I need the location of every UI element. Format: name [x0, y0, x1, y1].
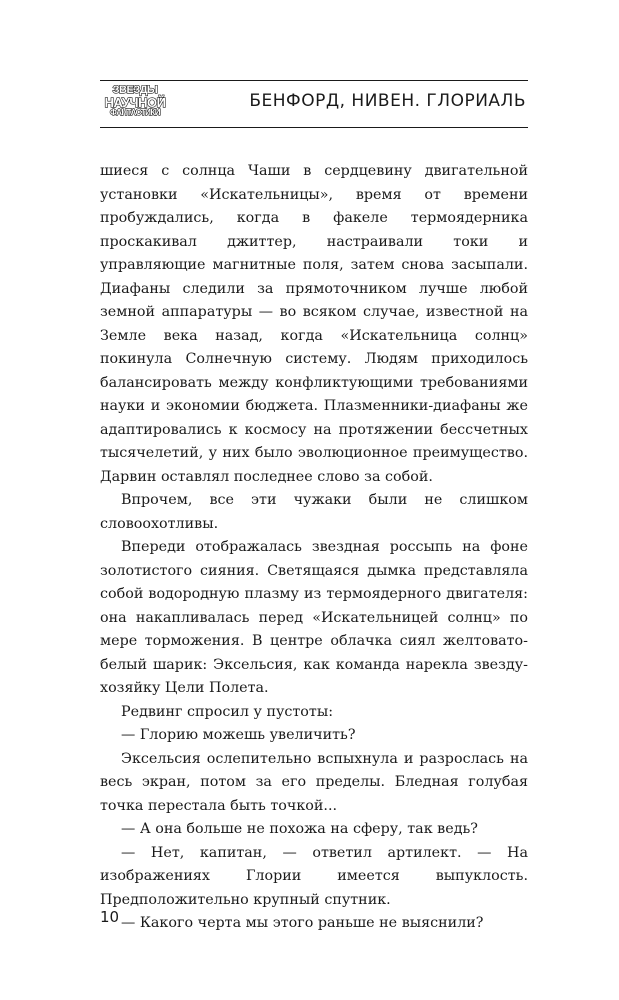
- paragraph: Впереди отображалась звездная россыпь на фоне золотистого сияния. Светящаяся дымка представляла собой водородную плазму из термоядерного двигателя: она накапливалась перед «Искательницей солнц» по мере торможения. В центре облачка сиял желтовато-белый шарик: Эксельсия, как команда нарекла звезду-хозяйку Цели Полета.: [100, 539, 528, 696]
- dialogue-line: — А она больше не похожа на сферу, так ведь?: [121, 821, 478, 837]
- body-text: [100, 160, 528, 936]
- series-logo-line-2: НАУЧНОЙ: [104, 95, 166, 110]
- series-logo-line-3: ФАНТАСТИКИ: [110, 108, 160, 117]
- paragraph: Эксельсия ослепительно вспыхнула и разрослась на весь экран, потом за его пределы. Бледная голубая точка перестала быть точкой...: [100, 750, 528, 814]
- dialogue-line: — Какого черта мы этого раньше не выяснили?: [121, 915, 484, 931]
- paragraph: Впрочем, все эти чужаки были не слишком словоохотливы.: [100, 492, 528, 532]
- running-head-title: БЕНФОРД, НИВЕН. ГЛОРИАЛЬ: [249, 91, 526, 111]
- series-logo: [102, 85, 168, 123]
- series-logo-line-1: ЗВЕЗДЫ: [112, 85, 158, 96]
- running-header: [100, 80, 528, 128]
- dialogue-line: — Глорию можешь увеличить?: [121, 727, 356, 743]
- page-number: 10: [100, 908, 120, 926]
- paragraph: шиеся с солнца Чаши в сердцевину двигательной установки «Искательницы», время от времени пробуждались, когда в факеле термоядерника проскакивал джиттер, настраивали токи и управляющие магнитные поля, затем снова засыпали. Диафаны следили за прямоточником лучше любой земной аппаратуры — во всяком случае, известной на Земле века назад, когда «Искательница солнц» покинула Солнечную систему. Людям приходилось балансировать между конфликтующими требованиями науки и экономии бюджета. Плазменники-диафаны же адаптировались к космосу на протяжении бессчетных тысячелетий, у них было эволюционное преимущество. Дарвин оставлял последнее слово за собой.: [100, 163, 528, 485]
- dialogue-line: — Нет, капитан, — ответил артилект. — На изображениях Глории имеется выпуклость. Предположительно крупный спутник.: [100, 844, 528, 908]
- paragraph: Редвинг спросил у пустоты:: [121, 703, 334, 720]
